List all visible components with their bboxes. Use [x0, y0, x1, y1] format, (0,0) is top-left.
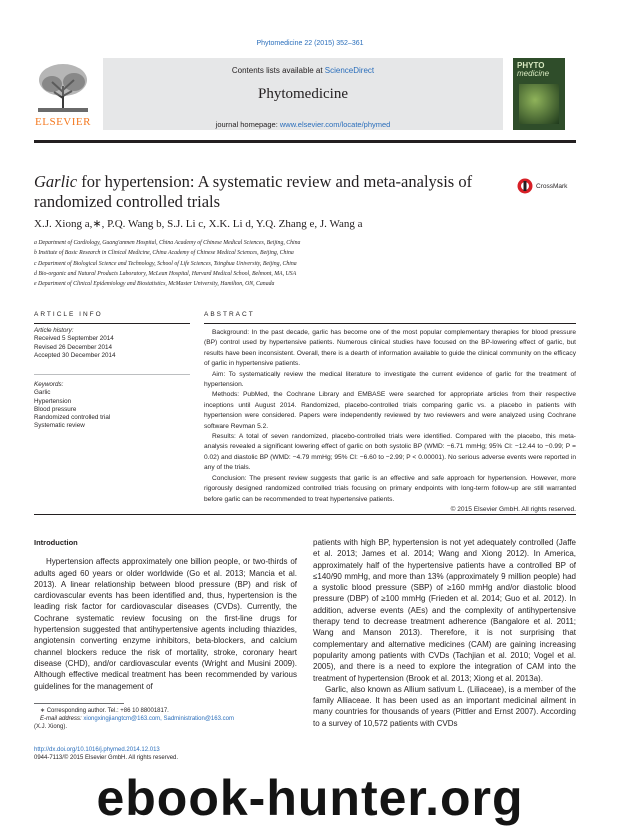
- crossmark-badge[interactable]: [517, 178, 575, 194]
- footnote-rule: [34, 703, 124, 704]
- abstract-results: Results: A total of seven randomized, placebo-controlled trials were identified. Compared with the placebo, this meta-analysis revealed a significant lowering effect of garlic on both systolic BP (WMD: −6.71 mmHg; 95% CI: −12.44 to −0.99; P = 0.02) and diastolic BP (WMD: −4.79 mmHg; 95% CI: −6.60 to −2.99; P < 0.00001). No serious adverse events were reported in any of the trials.: [204, 433, 576, 472]
- keywords: [34, 381, 194, 431]
- abstract-copyright: © 2015 Elsevier GmbH. All rights reserved.: [450, 505, 576, 513]
- sciencedirect-link[interactable]: ScienceDirect: [324, 66, 375, 75]
- contents-prefix: Contents lists available at: [231, 66, 325, 75]
- keyword: Garlic: [34, 389, 51, 397]
- watermark-text: ebook-hunter.org: [96, 769, 524, 826]
- affiliation: a Department of Cardiology, Guang'anmen Hospital, China Academy of Chinese Medical Sciences, Beijing, China: [34, 240, 301, 246]
- keyword: Blood pressure: [34, 405, 77, 413]
- keyword: Randomized controlled trial: [34, 414, 111, 422]
- footnotes: [34, 707, 304, 731]
- email-line: [34, 715, 304, 723]
- cover-title-line-1: PHYTO: [517, 61, 545, 70]
- affiliation: c Department of Biological Science and Technology, School of Life Sciences, Tsinghua University, Beijing, China: [34, 260, 297, 267]
- affiliation: b Institute of Basic Research in Clinical Medicine, China Academy of Chinese Medical Sciences, Beijing, China: [34, 250, 294, 257]
- contents-line: [103, 66, 503, 75]
- abstract-bottom-rule: [34, 514, 576, 515]
- intro-paragraph-2: patients with high BP, hypertension is not yet adequately controlled (Jaffe et al. 2013; James et al. 2014; Wang and Xiong 2012). In America, approximately half of the hypertensive patients have a controlled BP of ≤140/90 mmHg, and more than 13% (approximately 9 million people) had a systolic blood pressure (SBP) of ≥160 mmHg and/or diastolic blood pressure (DBP) of ≥100 mmHg (Frieden et al. 2014; Guo et al. 2012). In addition, adverse events (AEs) and the complexity of antihypertensive therapy tend to decrease treatment adherence (Bangalore et al. 2011; Wang and Manson 2013). Therefore, it is not surprising that complementary and alternative medicines (CAM) are gaining increasing popularity among patients with CVDs (Tachjian et al. 2010; Vogel et al. 2005), and there is a need to explore the integration of CAM into the treatment of hypertension (Brook et al. 2013; Xiong et al. 2013a).: [313, 538, 576, 683]
- keyword: Systematic review: [34, 422, 85, 430]
- history-item: Accepted 30 December 2014: [34, 351, 116, 359]
- keyword: Hypertension: [34, 397, 72, 405]
- corresponding-author-note: ∗ Corresponding author. Tel.: +86 10 88001817.: [40, 708, 169, 714]
- article-title: [34, 172, 504, 212]
- history-label: Article history:: [34, 327, 74, 334]
- journal-reference[interactable]: Phytomedicine 22 (2015) 352–361: [256, 40, 364, 47]
- elsevier-logo: [30, 58, 96, 130]
- crossmark-icon: [517, 178, 533, 194]
- abstract-methods: Methods: PubMed, the Cochrane Library and EMBASE were searched for appropriate articles from their respective inceptions until August 2014. Randomized, placebo-controlled trials comparing garlic vs. a placebo in patients with hypertension were considered. Papers were independently reviewed by two reviewers and were analyzed using Cochrane software Revman 5.2.: [204, 391, 576, 430]
- article-history: [34, 327, 194, 360]
- title-rest: for hypertension: A systematic review and meta-analysis of randomized controlled trials: [34, 172, 473, 211]
- author-list: X.J. Xiong a,∗, P.Q. Wang b, S.J. Li c, X.K. Li d, Y.Q. Zhang e, J. Wang a: [34, 218, 363, 230]
- affiliations: [34, 238, 300, 289]
- title-italic: Garlic: [34, 172, 78, 191]
- intro-paragraph-3: Garlic, also known as Allium sativum L. (Liliaceae), is a member of the family Alliaceae. It has been used as an important medicinal ailment in many countries for thousands of years (Pittler and Ernst 2007). According to a survey of 10,572 patients with CVDs: [313, 684, 576, 728]
- abstract-conclusion: Conclusion: The present review suggests that garlic is an effective and safe approach for hypertension. However, more rigorously designed randomized controlled trials focusing on primary endpoints with long-term follow-up are still warranted before garlic can be recommended to treat hypertensive patients.: [204, 474, 576, 503]
- journal-name: Phytomedicine: [258, 86, 348, 102]
- homepage-link[interactable]: www.elsevier.com/locate/phymed: [279, 120, 391, 129]
- journal-cover-image: [513, 58, 565, 130]
- header-rule: [34, 140, 576, 143]
- abstract-background: Background: In the past decade, garlic has become one of the most popular complementary therapies for blood pressure (BP) control used by hypertensive patients. Numerous clinical studies have focused on the BP-lowering effect of garlic, but results have been inconsistent. Overall, there is a dearth of information available to guide the clinical community on the efficacy of garlic in hypertensive patients.: [204, 329, 576, 368]
- abstract-rule: [204, 323, 576, 324]
- body-left-column: [34, 537, 297, 692]
- doi-link[interactable]: http://dx.doi.org/10.1016/j.phymed.2014.12.013: [34, 747, 160, 753]
- abstract-aim: Aim: To systematically review the medical literature to investigate the current evidence of garlic for the treatment of hypertension.: [204, 370, 576, 389]
- issn-line: 0944-7113/© 2015 Elsevier GmbH. All rights reserved.: [34, 755, 179, 761]
- homepage-line: [103, 120, 503, 129]
- cover-title: [517, 62, 549, 78]
- history-rule: [34, 374, 190, 375]
- article-info-rule: [34, 323, 190, 324]
- crossmark-label: CrossMark: [536, 182, 568, 190]
- keywords-label: Keywords:: [34, 381, 64, 388]
- history-item: Revised 26 December 2014: [34, 343, 113, 351]
- cover-title-line-2: medicine: [517, 69, 550, 78]
- email-link[interactable]: xiongxingjiangtcm@163.com, Sadministration@163.com: [83, 716, 234, 722]
- abstract-body: [204, 328, 576, 515]
- homepage-prefix: journal homepage:: [215, 120, 280, 129]
- doi-block: [34, 746, 334, 762]
- introduction-heading: Introduction: [34, 538, 78, 547]
- intro-paragraph-1: Hypertension affects approximately one billion people, or two-thirds of adults aged 60 years or older worldwide (Go et al. 2013; Mancia et al. 2013). A linear relationship between blood pressure (BP) and risk of cardiovascular events has been identified and, thus, hypertension is the leading risk factor for cardiovascular diseases (CVDs). Currently, the Cochrane systematic review focusing on the first-line drugs for hypertension suggested that antihypertensive agents including thiazides, angiotensin converting enzyme inhibitors, beta-blockers, and calcium channel blockers reduce the risk of mortality, stroke, coronary heart disease (CHD), and/or cardiovascular events (Wright and Musini 2009). Although effective medical treatment has been recommended by various guidelines for the management of: [34, 557, 297, 691]
- abstract-heading: ABSTRACT: [204, 311, 255, 318]
- article-info-heading: ARTICLE INFO: [34, 311, 103, 318]
- affiliation: d Bio-organic and Natural Products Laboratory, McLean Hospital, Harvard Medical School, Belmont, MA, USA: [34, 270, 297, 277]
- history-item: Received 5 September 2014: [34, 335, 114, 343]
- email-author-name: (X.J. Xiong).: [34, 724, 68, 730]
- cover-plant-image: [519, 84, 559, 124]
- affiliation: e Department of Clinical Epidemiology and Biostatistics, McMaster University, Hamilton, ON, Canada: [34, 281, 275, 288]
- email-label: E-mail address:: [40, 716, 84, 722]
- elsevier-wordmark: ELSEVIER: [35, 116, 91, 128]
- body-right-column: [313, 537, 576, 729]
